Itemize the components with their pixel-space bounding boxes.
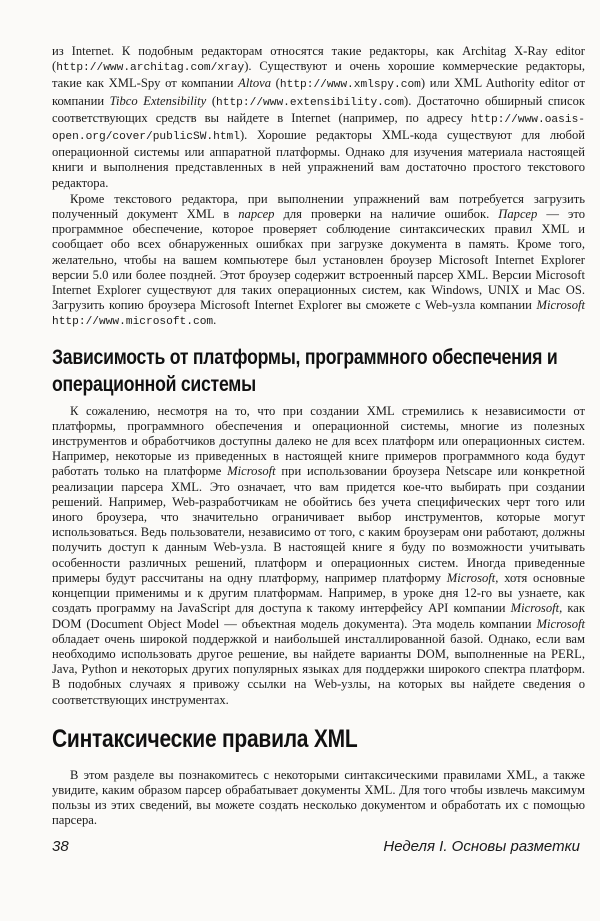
company-microsoft: Microsoft [536,616,585,631]
running-footer-title: Неделя I. Основы разметки [383,838,580,855]
text: ) или XML Authority editor от компании [52,76,585,108]
section-heading-platform: Зависимость от платформы, программного обеспечения и операционной системы [52,345,558,396]
company-microsoft: Microsoft [536,298,585,313]
text: . [213,313,217,328]
url-architag: http://www.architag.com/xray [56,62,245,75]
page-number: 38 [52,838,69,855]
text: — это программное обеспечение, которое проверяет соблюдение синтаксических правил XML и сообщает обо всех обнаруженных ошибках при загрузке документа в память. Кроме того, желательно, чтобы на вашем компьютере был установлен броузер Microsoft Internet Explorer версии 5.0 или более поздней. Этот броузер содержит встроенный парсер XML. Версии Microsoft Internet Explorer существуют для таких операционных систем, как Windows, UNIX и Mac OS. Загрузить копию броузера Microsoft Internet Explorer вы сможете с Web-узла компании [52,207,585,313]
company-tibco: Tibco Extensibility [109,93,207,108]
text: , как DOM (Document Object Model — объектная модель документа). Эта модель компании [52,601,585,631]
text: при использовании броузера Netscape или конкретной реализации парсера XML. Это означает, что вам придется кое-что выбирать при создании решений. Например, Web-разработчикам не обойтись без учета специфических черт того или иного броузера, что значительно ограничивает выбор инструментов, которые могут использоваться. Ведь пользователи, независимо от того, с каким броузерам они работают, должны получить доступ к данным Web-узла. В настоящей книге я буду по возможности учитывать особенности различных решений, платформ и операционных систем. Иногда приведенные примеры будут рассчитаны на одну платформу, например платформу [52,464,586,585]
text: К сожалению, несмотря на то, что при создании XML стремились к независимости от платформы, программного обеспечения и операционной системы, многие из полезных инструментов и обработчиков доступны далеко не для всех платформ или операционных систем. Например, некоторые из приведенных в настоящей книге примеров программного кода будут работать только на платформе [52,403,585,479]
text: Кроме текстового редактора, при выполнении упражнений вам потребуется загрузить полученный документ XML в [52,191,585,222]
text: ). Хорошие редакторы XML-кода существуют для любой операционной системы или аппаратной платформы. Однако для изучения материала настоящей книги и выполнения представленных в ней упражнений вам достаточно простого текстового редактора. [52,128,585,190]
section-heading-syntax: Синтаксические правила XML [52,724,358,753]
company-altova: Altova [238,76,272,91]
page-body [52,44,585,829]
text: , хотя основные концепции применимы и к другим платформам. Например, в уроке дня 12-го вы узнаете, как создать программу на JavaScript для доступа к такому интерфейсу API компании [52,570,585,616]
url-xmlspy: http://www.xmlspy.com [279,79,421,92]
paragraph-platform [52,404,585,708]
url-oasis: http://www.oasis-open.org/cover/publicSW.html [52,113,585,144]
term-parser: Парсер [498,207,538,222]
company-microsoft: Microsoft [446,570,496,585]
page-footer [52,838,580,860]
url-extensibility: http://www.extensibility.com [216,96,405,109]
text: обладает очень широкой поддержкой и наибольшей инсталлированной базой. Однако, если вам необходимо использовать другое решение, вы найдете варианты DOM, выполненные на PERL, Java, Python и некоторых других популярных языках для поддержки широкого спектра платформ. В подобных случаях я привожу ссылки на Web-узлы, на которых вы найдете сведения о соответствующих инструментах. [52,631,585,707]
paragraph-editors [52,44,585,191]
company-microsoft: Microsoft [227,464,276,479]
paragraph-parser [52,192,585,331]
text: ). Достаточно обширный список соответствующих средств вы найдете в Internet (например, по адресу [52,93,586,125]
text: для проверки на наличие ошибок. [274,207,499,222]
text: ( [206,93,217,108]
text: ). Существуют и очень хорошие коммерческие редакторы, такие как XML-Spy от компании [52,59,585,91]
paragraph-syntax: В этом разделе вы познакомитесь с некоторыми синтаксическими правилами XML, а также увидите, каким образом парсер обрабатывает документы XML. Для того чтобы извлечь максимум пользы из этих сведений, вы можете создать несколько документом и обработать их с помощью парсера. [52,767,585,828]
text: из Internet. К подобным редакторам относятся такие редакторы, как Architag X-Ray editor ( [52,44,585,74]
text: ( [271,76,280,91]
term-parser: парсер [238,207,275,222]
company-microsoft: Microsoft [510,601,560,616]
url-microsoft: http://www.microsoft.com [52,316,214,329]
